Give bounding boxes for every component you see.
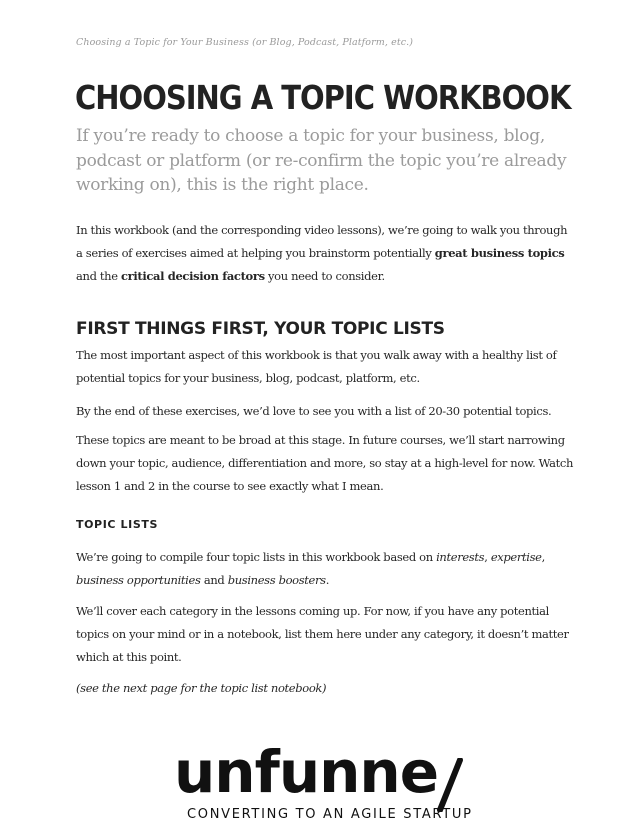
section1-paragraph-1: The most important aspect of this workbook is that you walk away with a healthy list of potential topics for your business, blog, podcast, platform, etc. (76, 348, 557, 385)
s2p1-em-business-boosters: business boosters (227, 573, 326, 587)
s2p1-text-2: and (200, 573, 228, 587)
page-title: CHOOSING A TOPIC WORKBOOK (75, 79, 571, 118)
section2-paragraph-2: We’ll cover each category in the lessons coming up. For now, if you have any potential topics on your mind or in a notebook, list them here under any category, it doesn’t matter which at this point. (76, 604, 569, 664)
s2p1-sep-1: , (484, 550, 491, 564)
next-page-note: (see the next page for the topic list notebook) (76, 681, 327, 695)
s2p1-em-interests: interests (436, 550, 485, 564)
s2p1-sep-2: , (541, 550, 545, 564)
s2p1-em-business-opportunities: business opportunities (76, 573, 201, 587)
s2p1-text-3: . (325, 573, 330, 587)
section2-paragraph-1 (76, 546, 576, 592)
section1-paragraph-2: By the end of these exercises, we’d love to see you with a list of 20-30 potential topics. (76, 404, 552, 418)
unfunnel-logo (160, 738, 480, 824)
s2p1-text-1: We’re going to compile four topic lists in this workbook based on (76, 550, 437, 564)
intro-bold-decision-factors: critical decision factors (120, 269, 265, 283)
intro-bold-great-topics: great business topics (434, 246, 565, 260)
intro-text-1: In this workbook (and the corresponding video lessons), we’re going to walk you through a series of exercises aimed at helping you brainstorm potentially (76, 223, 568, 260)
section-heading-topic-lists-first: FIRST THINGS FIRST, YOUR TOPIC LISTS (76, 319, 445, 339)
running-head: Choosing a Topic for Your Business (or Blog, Podcast, Platform, etc.) (76, 37, 414, 48)
logo-slash-mark (434, 758, 464, 812)
logo-tagline: CONVERTING TO AN AGILE STARTUP (187, 807, 473, 822)
intro-text-3: you need to consider. (264, 269, 385, 283)
subtitle: If you’re ready to choose a topic for your business, blog, podcast or platform (or re-confirm the topic you’re already working on), this is the right place. (76, 126, 567, 195)
intro-text-2: and the (76, 269, 121, 283)
section1-paragraph-3: These topics are meant to be broad at this stage. In future courses, we’ll start narrowing down your topic, audience, differentiation and more, so stay at a high-level for now. Watch lesson 1 and 2 in the course to see exactly what I mean. (76, 433, 574, 493)
subsection-heading-topic-lists: TOPIC LISTS (76, 518, 158, 531)
intro-paragraph (76, 219, 576, 288)
logo-wordmark: unfunne (174, 738, 439, 806)
s2p1-em-expertise: expertise (490, 550, 542, 564)
